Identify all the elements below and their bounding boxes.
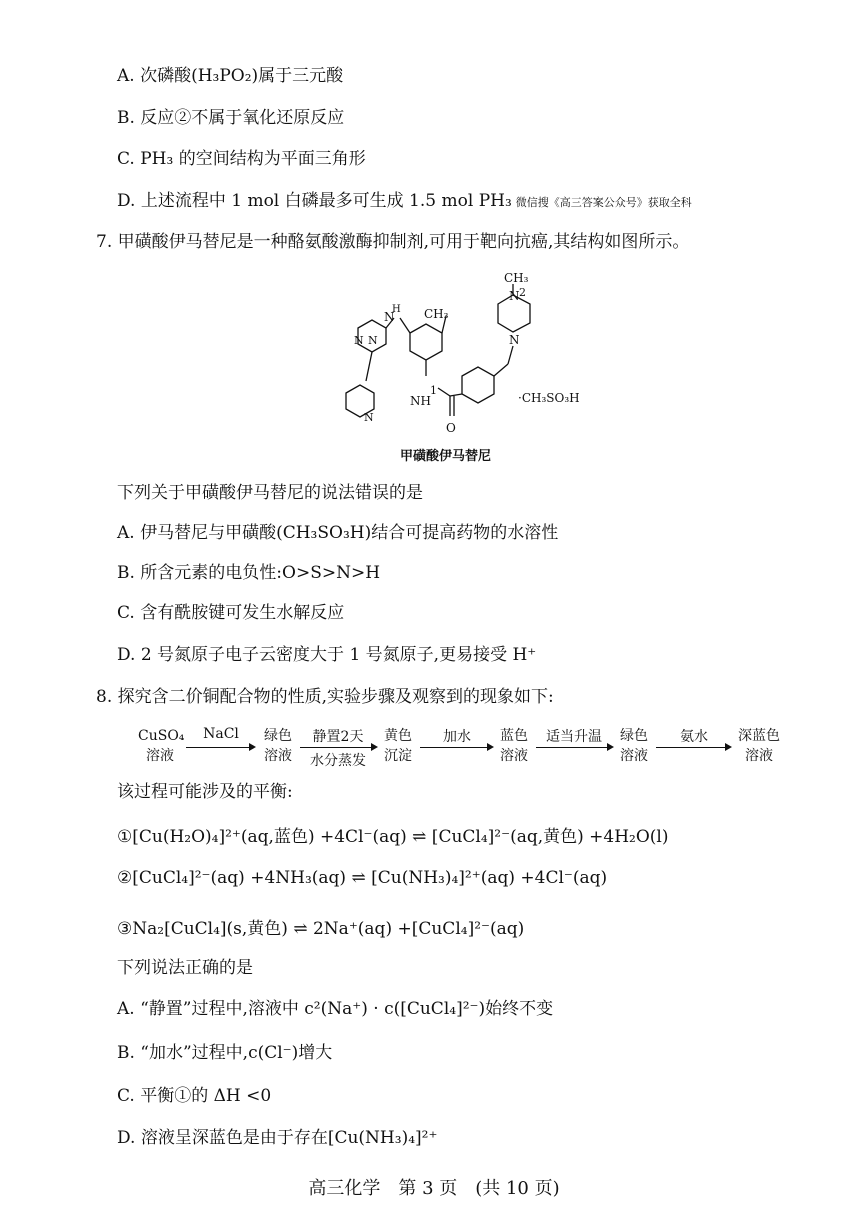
imatinib-structure [320, 268, 620, 473]
flow-arrow-4-label: 适当升温 [546, 729, 602, 745]
q7-question: 下列关于甲磺酸伊马替尼的说法错误的是 [117, 483, 423, 503]
q8-option-d: D. 溶液呈深蓝色是由于存在[Cu(NH₃)₄]²⁺ [117, 1128, 438, 1148]
flow-step-4-line2: 溶液 [500, 748, 528, 764]
flow-step-6-line2: 溶液 [745, 748, 773, 764]
structure-diagram [320, 268, 620, 473]
q7-stem: 7. 甲磺酸伊马替尼是一种酪氨酸激酶抑制剂,可用于靶向抗癌,其结构如图所示。 [96, 232, 690, 252]
flow-step-1-line2: 溶液 [146, 748, 174, 764]
flow-arrow-3 [420, 747, 492, 748]
flow-arrow-5 [656, 747, 730, 748]
benzamide-ring [462, 367, 494, 403]
q6-option-a: A. 次磷酸(H₃PO₂)属于三元酸 [117, 66, 344, 86]
flow-arrow-4 [536, 747, 612, 748]
flow-step-2-line2: 溶液 [264, 748, 292, 764]
label-1: 1 [430, 384, 437, 397]
q8-option-b: B. “加水”过程中,c(Cl⁻)增大 [117, 1043, 333, 1063]
flow-step-cuso4 [138, 726, 185, 766]
watermark-text: 微信搜《高三答案公众号》获取全科 [515, 196, 692, 209]
page-footer: 高三化学 第 3 页 (共 10 页) [308, 1178, 560, 1199]
balance-intro: 该过程可能涉及的平衡: [117, 782, 293, 802]
flow-step-2-line1: 绿色 [264, 728, 292, 744]
central-benzene-ring [410, 324, 442, 360]
q6-option-c: C. PH₃ 的空间结构为平面三角形 [117, 149, 366, 169]
label-2: 2 [519, 286, 526, 299]
structure-caption: 甲磺酸伊马替尼 [400, 449, 492, 464]
flow-arrow-1 [186, 747, 254, 748]
flow-step-deep-blue [734, 726, 784, 766]
flow-step-4-line1: 蓝色 [500, 728, 528, 744]
flow-step-blue [496, 726, 532, 766]
flow-step-1-line1: CuSO₄ [138, 728, 185, 744]
q8-question: 下列说法正确的是 [117, 958, 253, 978]
q7-option-c: C. 含有酰胺键可发生水解反应 [117, 603, 345, 623]
equilibrium-3: ③Na₂[CuCl₄](s,黄色) ⇌ 2Na⁺(aq) +[CuCl₄]²⁻(aq) [117, 919, 525, 939]
label-n-amine: N [384, 310, 395, 324]
q6-option-d [117, 189, 692, 215]
equilibrium-1: ①[Cu(H₂O)₄]²⁺(aq,蓝色) +4Cl⁻(aq) ⇌ [CuCl₄]²⁻(aq,黄色) +4H₂O(l) [117, 827, 669, 847]
flow-step-6-line1: 深蓝色 [738, 728, 780, 744]
label-n-pyridine: N [364, 411, 374, 424]
flow-arrow-2-label-bottom: 水分蒸发 [310, 753, 366, 769]
label-n-pyrimidine-1: N [368, 334, 378, 347]
flow-step-green-2 [616, 726, 652, 766]
label-nh-amide: NH [410, 394, 431, 408]
q8-option-c: C. 平衡①的 ΔH <0 [117, 1086, 272, 1106]
q6-option-d-text: D. 上述流程中 1 mol 白磷最多可生成 1.5 mol PH₃ [117, 191, 512, 211]
label-o: O [446, 421, 456, 435]
label-ch3-top: CH₃ [504, 271, 529, 285]
flow-step-3-line2: 沉淀 [384, 748, 412, 764]
equilibrium-2: ②[CuCl₄]²⁻(aq) +4NH₃(aq) ⇌ [Cu(NH₃)₄]²⁺(aq) +4Cl⁻(aq) [117, 868, 608, 888]
label-h-amine: H [392, 304, 401, 315]
q6-option-b: B. 反应②不属于氧化还原反应 [117, 108, 345, 128]
q7-option-d: D. 2 号氮原子电子云密度大于 1 号氮原子,更易接受 H⁺ [117, 645, 537, 665]
label-salt: ·CH₃SO₃H [518, 391, 580, 405]
flow-arrow-2 [300, 747, 376, 748]
flow-arrow-1-label: NaCl [203, 726, 239, 742]
experiment-flowchart [138, 726, 788, 776]
q8-stem: 8. 探究含二价铜配合物的性质,实验步骤及观察到的现象如下: [96, 687, 554, 707]
label-ch3-ring: CH₃ [424, 307, 449, 321]
flow-arrow-2-label-top: 静置2天 [312, 729, 364, 745]
label-n2: N [509, 289, 520, 303]
flow-step-5-line1: 绿色 [620, 728, 648, 744]
flow-step-5-line2: 溶液 [620, 748, 648, 764]
flow-step-3-line1: 黄色 [384, 728, 412, 744]
q7-option-b: B. 所含元素的电负性:O>S>N>H [117, 563, 381, 583]
q7-option-a: A. 伊马替尼与甲磺酸(CH₃SO₃H)结合可提高药物的水溶性 [117, 523, 559, 543]
flow-step-yellow [380, 726, 416, 766]
flow-arrow-5-label: 氨水 [680, 729, 708, 745]
q8-option-a: A. “静置”过程中,溶液中 c²(Na⁺) · c([CuCl₄]²⁻)始终不变 [117, 999, 554, 1019]
label-n-pyrimidine-2: N [354, 334, 364, 347]
label-n-piperazine: N [509, 333, 520, 347]
flow-step-green-1 [260, 726, 296, 766]
flow-arrow-3-label: 加水 [443, 729, 471, 745]
